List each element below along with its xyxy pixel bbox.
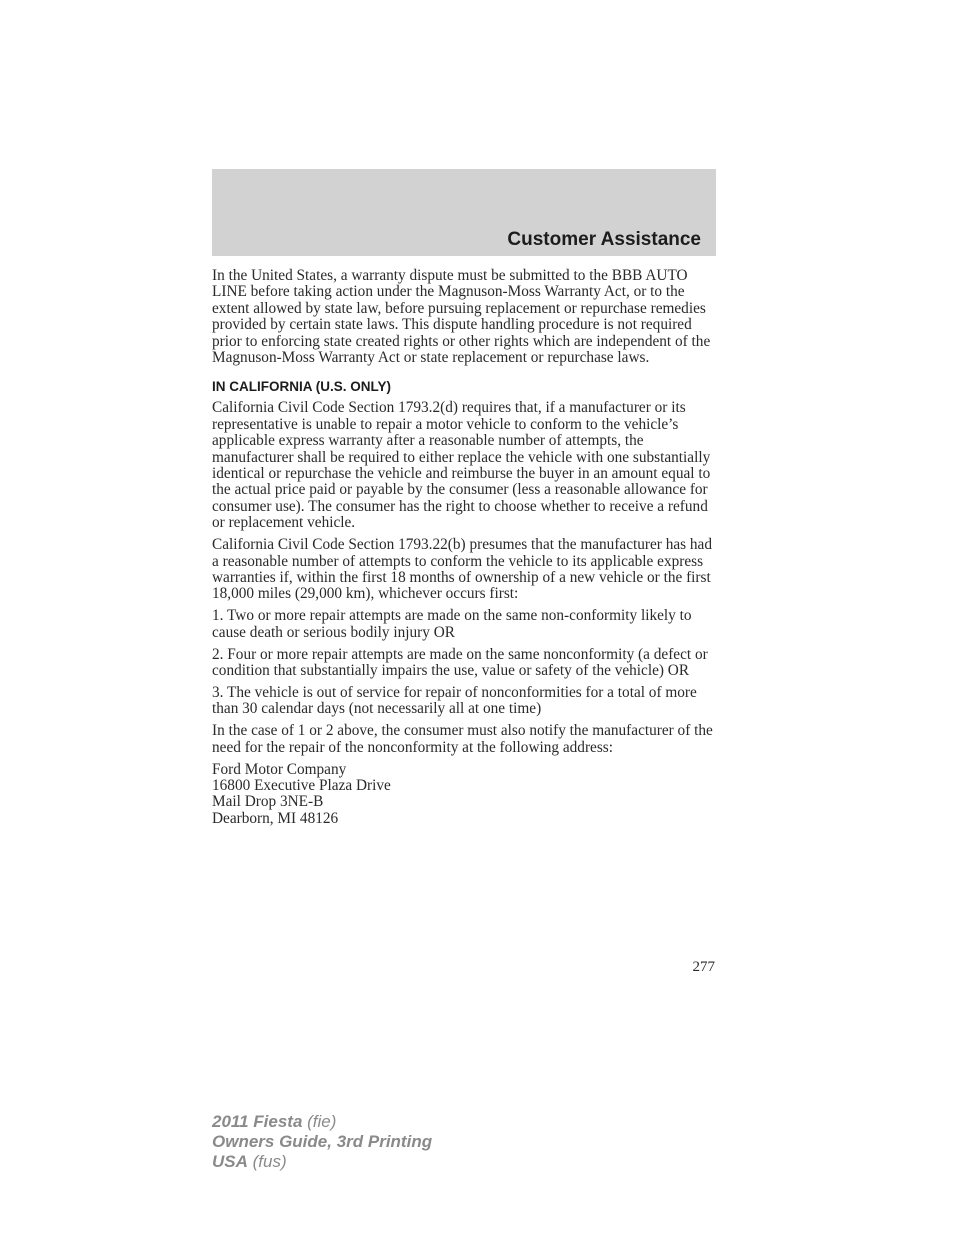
footer-line-guide [212, 1132, 432, 1152]
list-item: 3. The vehicle is out of service for repair of nonconformities for a total of more than 30 calendar days (not necessarily all at one time) [212, 683, 697, 718]
page-number: 277 [692, 959, 715, 975]
california-heading: IN CALIFORNIA (U.S. ONLY) [212, 379, 392, 395]
document-footer [212, 1112, 432, 1172]
intro-paragraph: In the United States, a warranty dispute must be submitted to the BBB AUTO LINE before taking action under the Magnuson-Moss Warranty Act, or to the extent allowed by state law, before pursuing replacement or repurchase remedies provided by certain state laws. This dispute handling procedure is not required prior to enforcing state created rights or other rights which are independent of the Magnuson-Moss Warranty Act or state replacement or repurchase laws. [212, 267, 711, 367]
address-line: Mail Drop 3NE-B [212, 793, 324, 811]
footer-guide-name: Owners Guide, 3rd Printing [212, 1132, 433, 1151]
page-body [212, 268, 718, 827]
footer-line-model [212, 1112, 432, 1132]
body-paragraph: California Civil Code Section 1793.22(b) presumes that the manufacturer has had a reasonable number of attempts to conform the vehicle to its applicable express warranties if, within the first 18 months of ownership of a new vehicle or the first 18,000 miles (29,000 km), whichever occurs first: [212, 536, 712, 603]
footer-market-name: USA [212, 1152, 248, 1171]
list-item: 1. Two or more repair attempts are made on the same non-conformity likely to cause death or serious bodily injury OR [212, 607, 692, 641]
body-paragraph: California Civil Code Section 1793.2(d) requires that, if a manufacturer or its representative is unable to repair a motor vehicle to conform to the vehicle’s applicable express warranty after a reasonable number of attempts, the manufacturer shall be required to either replace the vehicle with one substantially identical or repurchase the vehicle and reimburse the buyer in an amount equal to the actual price paid or payable by the consumer (less a reasonable allowance for consumer use). The consumer has the right to choose whether to receive a refund or replacement vehicle. [212, 399, 711, 532]
address-line: 16800 Executive Plaza Drive [212, 776, 391, 794]
footer-model-name: 2011 Fiesta [212, 1112, 303, 1131]
section-header-band [212, 169, 716, 256]
mailing-address [212, 762, 718, 828]
footer-market-code: (fus) [247, 1152, 287, 1171]
footer-line-market [212, 1152, 432, 1172]
address-line: Ford Motor Company [212, 760, 347, 778]
address-line: Dearborn, MI 48126 [212, 809, 339, 827]
body-paragraph: In the case of 1 or 2 above, the consumer must also notify the manufacturer of the need for the repair of the nonconformity at the following address: [212, 722, 713, 756]
list-item: 2. Four or more repair attempts are made on the same nonconformity (a defect or condition that substantially impairs the use, value or safety of the vehicle) OR [212, 645, 708, 680]
section-title: Customer Assistance [507, 229, 701, 250]
footer-model-code: (fie) [302, 1112, 337, 1131]
